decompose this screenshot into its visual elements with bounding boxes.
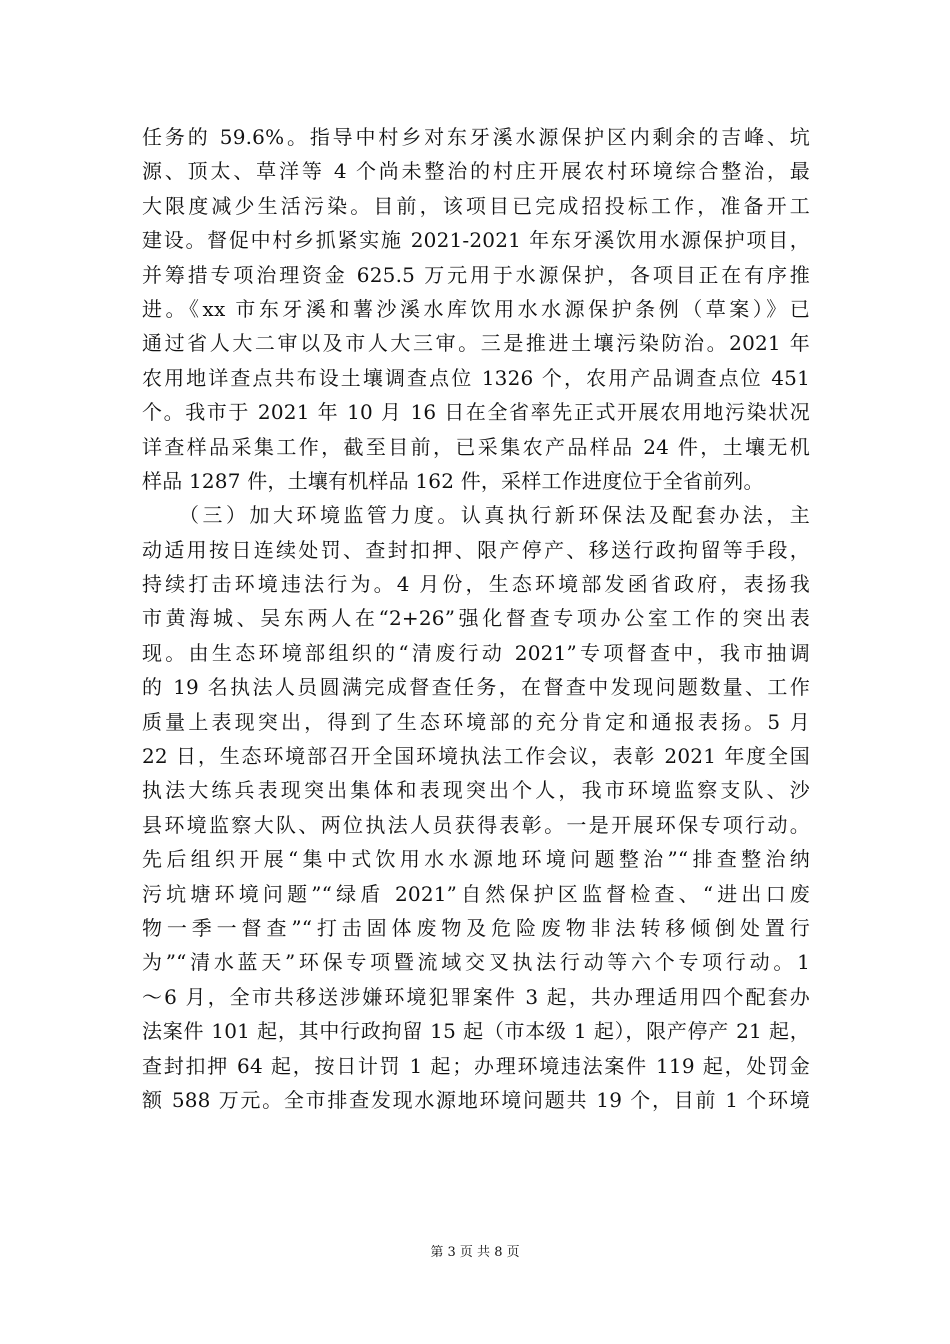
text-line: 通过省人大二审以及市人大三审。三是推进土壤污染防治。2021 年: [142, 331, 810, 356]
body-text: [142, 120, 810, 1117]
text-line: 持续打击环境违法行为。4 月份，生态环境部发函省政府，表扬我: [142, 572, 810, 597]
text-line: 农用地详查点共布设土壤调查点位 1326 个，农用产品调查点位 451: [142, 365, 810, 390]
text-line: 进。《xx 市东牙溪和薯沙溪水库饮用水水源保护条例（草案）》已: [142, 296, 810, 321]
text-line: 为”“清水蓝天”环保专项暨流域交叉执法行动等六个专项行动。1: [142, 950, 810, 975]
text-line: 执法大练兵表现突出集体和表现突出个人，我市环境监察支队、沙: [142, 778, 810, 803]
text-line: 个。我市于 2021 年 10 月 16 日在全省率先正式开展农用地污染状况: [142, 400, 810, 425]
text-line: 源、顶太、草洋等 4 个尚未整治的村庄开展农村环境综合整治，最: [142, 159, 810, 184]
text-line: 并筹措专项治理资金 625.5 万元用于水源保护，各项目正在有序推: [142, 262, 810, 287]
text-line: 污坑塘环境问题”“绿盾 2021”自然保护区监督检查、“进出口废: [142, 881, 810, 906]
text-line: 22 日，生态环境部召开全国环境执法工作会议，表彰 2021 年度全国: [142, 744, 810, 769]
text-line: 建设。督促中村乡抓紧实施 2021-2021 年东牙溪饮用水源保护项目，: [142, 228, 810, 253]
text-line: 详查样品采集工作，截至目前，已采集农产品样品 24 件，土壤无机: [142, 434, 810, 459]
text-line: 的 19 名执法人员圆满完成督查任务，在督查中发现问题数量、工作: [142, 675, 810, 700]
page-number: 第 3 页 共 8 页: [430, 1245, 520, 1260]
text-line: ～6 月，全市共移送涉嫌环境犯罪案件 3 起，共办理适用四个配套办: [142, 984, 810, 1009]
text-line: 物一季一督查”“打击固体废物及危险废物非法转移倾倒处置行: [142, 915, 810, 940]
text-line: 样品 1287 件，土壤有机样品 162 件，采样工作进度位于全省前列。: [142, 468, 764, 493]
text-line: 动适用按日连续处罚、查封扣押、限产停产、移送行政拘留等手段，: [142, 537, 810, 562]
text-line: 先后组织开展“集中式饮用水水源地环境问题整治”“排查整治纳: [142, 847, 810, 872]
text-line: 现。由生态环境部组织的“清废行动 2021”专项督查中，我市抽调: [142, 640, 810, 665]
text-line: 额 588 万元。全市排查发现水源地环境问题共 19 个，目前 1 个环境: [142, 1087, 810, 1112]
text-line: 县环境监察大队、两位执法人员获得表彰。一是开展环保专项行动。: [142, 812, 810, 837]
text-line: （三）加大环境监管力度。认真执行新环保法及配套办法，主: [142, 503, 810, 528]
text-line: 法案件 101 起，其中行政拘留 15 起（市本级 1 起），限产停产 21 起，: [142, 1019, 810, 1044]
text-line: 市黄海城、吴东两人在“2+26”强化督查专项办公室工作的突出表: [142, 606, 810, 631]
text-line: 质量上表现突出，得到了生态环境部的充分肯定和通报表扬。5 月: [142, 709, 810, 734]
text-line: 大限度减少生活污染。目前，该项目已完成招投标工作，准备开工: [142, 193, 810, 218]
text-line: 任务的 59.6%。指导中村乡对东牙溪水源保护区内剩余的吉峰、坑: [142, 125, 810, 149]
text-line: 查封扣押 64 起，按日计罚 1 起；办理环境违法案件 119 起，处罚金: [142, 1053, 810, 1078]
